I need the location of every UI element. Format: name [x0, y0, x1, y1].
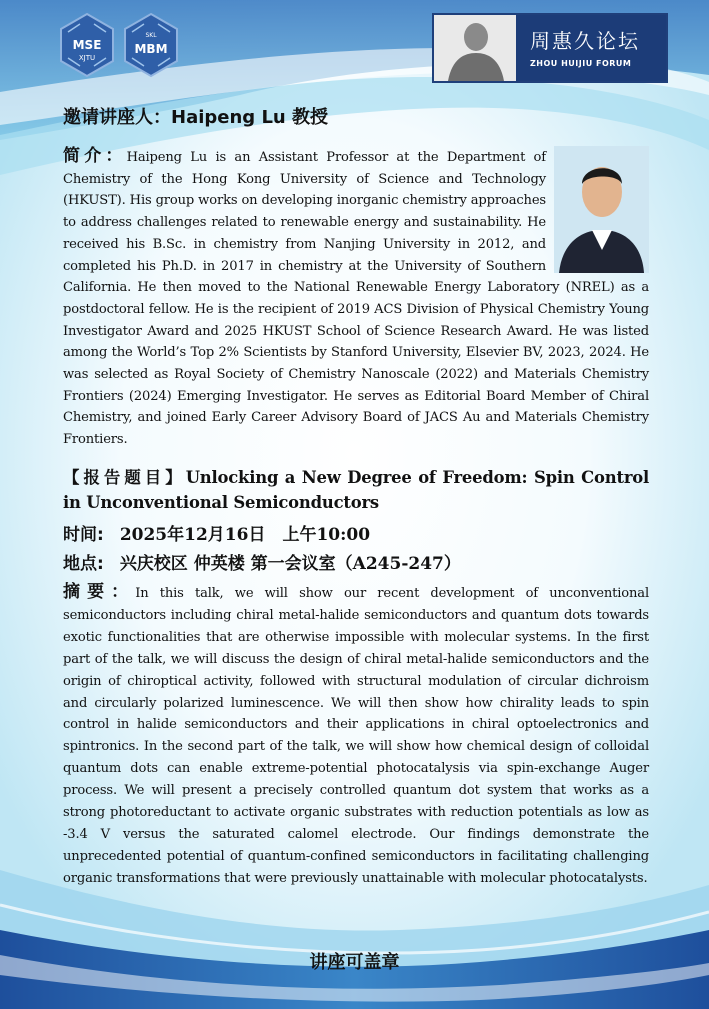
talk-title-label: 【报告题目】	[63, 468, 186, 487]
xjtu-logo-text: XJTU	[78, 54, 96, 62]
speaker-name: Haipeng Lu 教授	[171, 107, 328, 128]
mse-logo-text: MSE	[72, 38, 102, 52]
institution-logos	[58, 12, 180, 78]
abstract-block	[63, 582, 649, 890]
place-row	[63, 549, 461, 574]
stamp-note: 讲座可盖章	[309, 952, 400, 973]
time-label: 时间:	[63, 525, 104, 545]
bio-text: Haipeng Lu is an Assistant Professor at the Department of Chemistry of the Hong Kong University of Science and Technology (HKUST). His group works on developing inorganic chemistry approaches to address challenges related to renewable energy and sustainability. He received his B.Sc. in chemistry from Nanjing University in 2012, and completed his Ph.D. in 2017 in chemistry at the University of Southern California. He then moved to the National Renewable Energy Laboratory (NREL) as a postdoctoral fellow. He is the recipient of 2019 ACS Division of Physical Chemistry Young Investigator Award and 2025 HKUST School of Science Research Award. He was listed among the World’s Top 2% Scientists by Stanford University, Elsevier BV, 2023, 2024. He was selected as Royal Society of Chemistry Nanoscale (2022) and Materials Chemistry Frontiers (2024) Emerging Investigator. He serves as Editorial Board Member of Chiral Chemistry, and joined Early Career Advisory Board of JACS Au and Materials Chemistry Frontiers.	[63, 150, 649, 448]
place-label: 地点:	[63, 554, 104, 574]
speaker-heading	[63, 103, 328, 129]
mbm-logo-text: MBM	[134, 42, 168, 56]
forum-subtitle: ZHOU HUIJIU FORUM	[530, 59, 632, 68]
skl-logo-text: SKL	[145, 32, 157, 39]
talk-title-block	[63, 465, 649, 515]
forum-banner	[432, 13, 668, 83]
abstract-label: 摘要：	[63, 582, 136, 602]
place-value: 兴庆校区 仲英楼 第一会议室（A245-247）	[119, 554, 461, 574]
speaker-bio	[63, 146, 649, 451]
time-value: 2025年12月16日 上午10:00	[119, 525, 371, 545]
forum-portrait-image	[434, 15, 516, 81]
forum-title: 周惠久论坛	[530, 29, 640, 53]
mse-logo	[58, 12, 116, 78]
time-row	[63, 520, 370, 545]
talk-title: Unlocking a New Degree of Freedom: Spin Control in Unconventional Semiconductors	[63, 468, 650, 512]
bio-label: 简介：	[63, 146, 127, 166]
abstract-text: In this talk, we will show our recent development of unconventional semiconductors including chiral metal-halide semiconductors and quantum dots towards exotic functionalities that are otherwise impossible with molecular systems. In the first part of the talk, we will discuss the design of chiral metal-halide semiconductors and the origin of chiroptical activity, followed with structural modulation of circular dichroism and circularly polarized luminescence. We will then show how chirality leads to spin control in halide semiconductors and their applications in chiral optoelectronics and spintronics. In the second part of the talk, we will show how chemical design of colloidal quantum dots can enable extreme-potential photocatalysis via spin-exchange Auger process. We will present a precisely controlled quantum dot system that works as a strong photoreductant to activate organic substrates with reduction potentials as low as -3.4 V versus the saturated calomel electrode. Our findings demonstrate the unprecedented potential of quantum-confined semiconductors in facilitating challenging organic transformations that were previously unattainable with molecular photocatalysts.	[63, 586, 649, 886]
mbm-logo	[122, 12, 180, 78]
speaker-label: 邀请讲座人：	[63, 107, 171, 128]
